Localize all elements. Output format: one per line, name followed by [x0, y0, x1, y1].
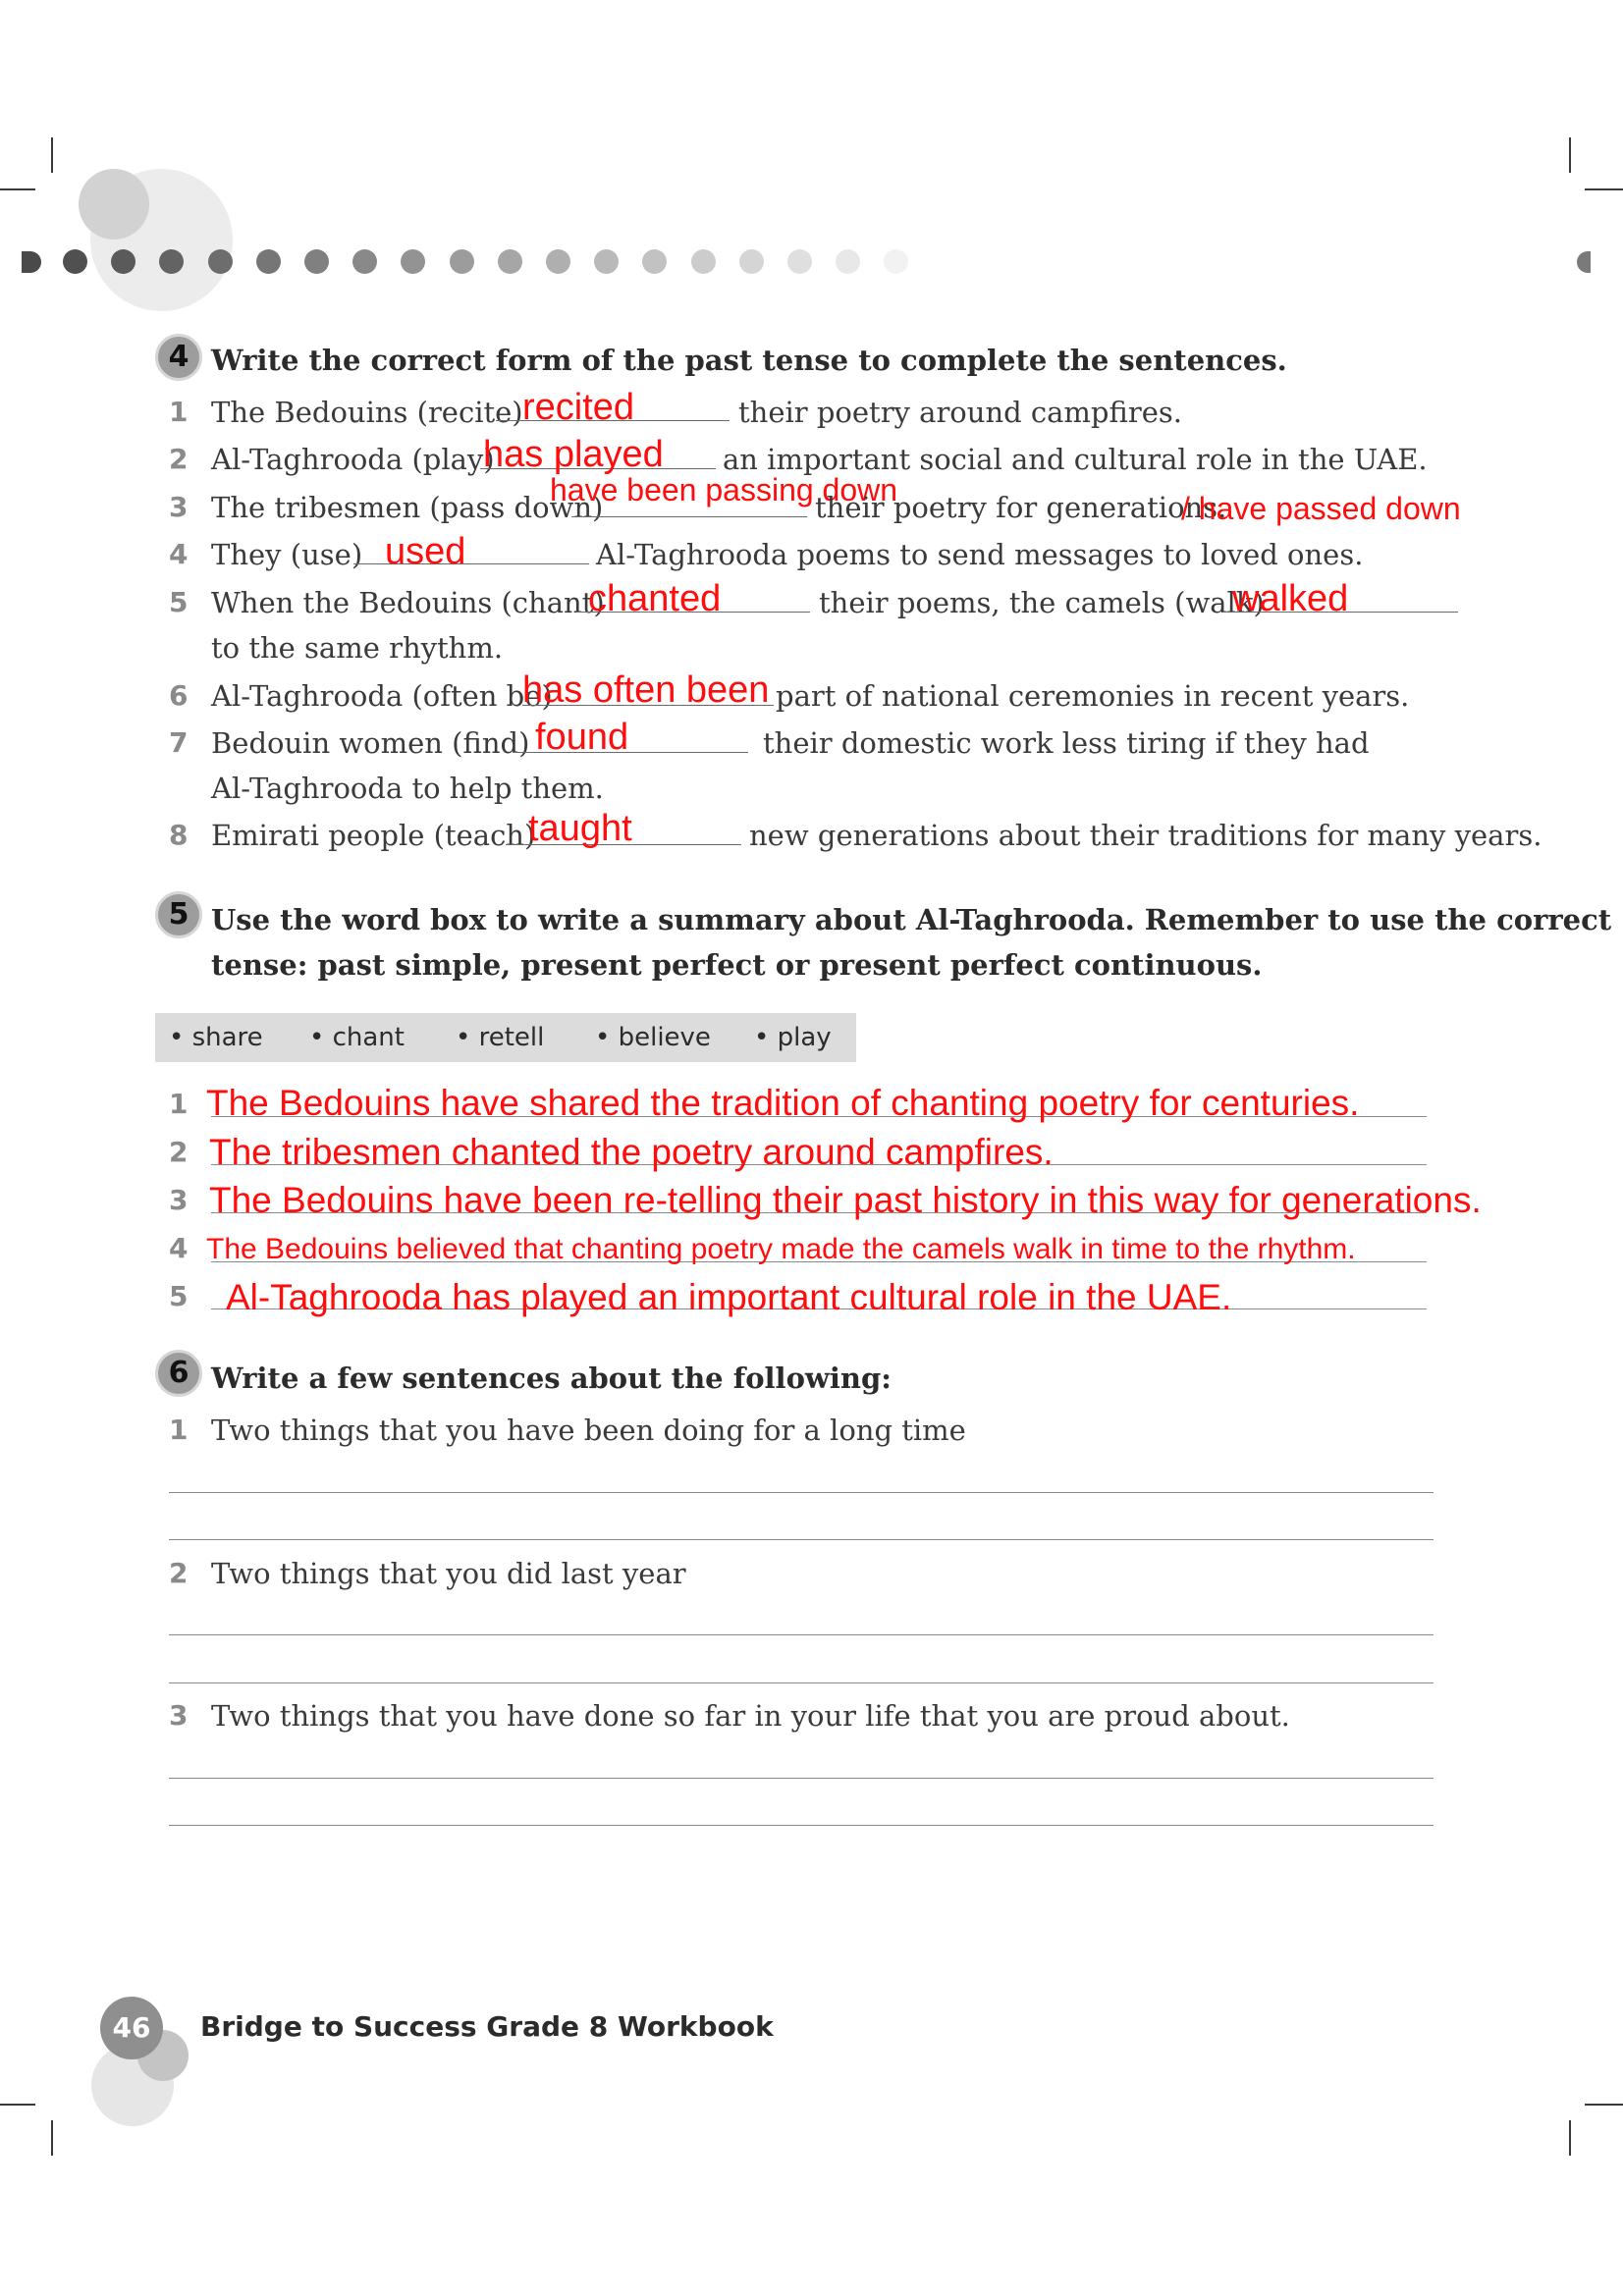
crop-mark [0, 188, 35, 190]
decorative-dot [884, 249, 908, 274]
exercise-number-badge: 5 [155, 891, 202, 938]
decorative-dot [691, 249, 716, 274]
crop-mark [1585, 188, 1623, 190]
sentence-text: The tribesmen (pass down) [211, 491, 604, 524]
crop-mark [1569, 137, 1571, 173]
crop-mark [1569, 2120, 1571, 2156]
decorative-dot [63, 249, 87, 274]
item-number: 3 [169, 491, 189, 523]
decorative-half-dot [1577, 251, 1591, 273]
sentence-text: an important social and cultural role in the UAE. [723, 443, 1428, 476]
word-box-item: • play [754, 1023, 832, 1052]
exercise-number-badge: 4 [155, 334, 202, 381]
writing-prompt: Two things that you did last year [211, 1557, 686, 1590]
word-box-item: • retell [456, 1023, 545, 1052]
item-number: 8 [169, 819, 189, 851]
decorative-dot [450, 249, 474, 274]
handwritten-summary-sentence: The Bedouins believed that chanting poetry made the camels walk in time to the rhythm. [206, 1233, 1356, 1265]
sentence-text: new generations about their traditions for many years. [749, 819, 1542, 852]
decorative-dot [836, 249, 860, 274]
exercise-number-badge: 6 [155, 1350, 202, 1397]
writing-prompt: Two things that you have been doing for a long time [211, 1414, 966, 1447]
sentence-text: Al-Taghrooda poems to send messages to loved ones. [596, 538, 1364, 571]
crop-mark [51, 2120, 53, 2156]
exercise-instruction: tense: past simple, present perfect or present perfect continuous. [211, 948, 1263, 982]
writing-line[interactable] [169, 1825, 1434, 1826]
item-number: 1 [169, 396, 189, 428]
handwritten-answer: has often been [522, 669, 770, 711]
handwritten-summary-sentence: The Bedouins have been re-telling their past history in this way for generations. [209, 1180, 1482, 1220]
decorative-dot [304, 249, 329, 274]
decorative-dot [208, 249, 233, 274]
word-box-item: • chant [309, 1023, 405, 1052]
writing-line[interactable] [169, 1492, 1434, 1493]
book-title: Bridge to Success Grade 8 Workbook [200, 2010, 774, 2043]
handwritten-answer-alternative: / have passed down [1181, 491, 1461, 526]
decorative-dot [401, 249, 425, 274]
item-number: 7 [169, 726, 189, 759]
item-number: 3 [169, 1699, 189, 1732]
crop-mark [51, 137, 53, 173]
item-number: 2 [169, 443, 189, 475]
handwritten-summary-sentence: The Bedouins have shared the tradition of chanting poetry for centuries. [206, 1083, 1360, 1123]
handwritten-answer: taught [528, 808, 632, 849]
sentence-text: Emirati people (teach) [211, 819, 536, 852]
crop-mark [1585, 2104, 1623, 2106]
decorative-dot [594, 249, 619, 274]
decorative-dot [739, 249, 764, 274]
sentence-text: their poetry around campfires. [738, 396, 1182, 429]
item-number: 4 [169, 1232, 189, 1264]
sentence-text: Al-Taghrooda (often be) [211, 679, 553, 713]
decorative-dot [256, 249, 281, 274]
handwritten-answer: recited [522, 387, 635, 428]
sentence-text: their poetry for generations. [815, 491, 1227, 524]
item-number: 2 [169, 1136, 189, 1168]
handwritten-answer: used [385, 531, 466, 572]
handwritten-summary-sentence: The tribesmen chanted the poetry around campfires. [209, 1132, 1054, 1172]
handwritten-summary-sentence: Al-Taghrooda has played an important cultural role in the UAE. [226, 1277, 1232, 1317]
writing-prompt: Two things that you have done so far in your life that you are proud about. [211, 1699, 1290, 1733]
handwritten-answer: has played [483, 434, 664, 475]
writing-line[interactable] [169, 1778, 1434, 1779]
item-number: 1 [169, 1414, 189, 1446]
page-number: 46 [112, 2011, 151, 2044]
item-number: 1 [169, 1088, 189, 1120]
decorative-half-dot [22, 251, 41, 273]
sentence-text: When the Bedouins (chant) [211, 586, 605, 619]
writing-line[interactable] [169, 1634, 1434, 1635]
handwritten-answer: found [535, 717, 629, 758]
sentence-text: Al-Taghrooda to help them. [211, 772, 604, 805]
decorative-dot [546, 249, 570, 274]
sentence-text: Bedouin women (find) [211, 726, 530, 760]
writing-line[interactable] [169, 1539, 1434, 1540]
sentence-text: to the same rhythm. [211, 631, 504, 665]
item-number: 6 [169, 679, 189, 712]
sentence-text: their poems, the camels (walk) [819, 586, 1265, 619]
decorative-circle [79, 169, 149, 240]
sentence-text: They (use) [211, 538, 363, 571]
crop-mark [0, 2104, 35, 2106]
item-number: 5 [169, 1280, 189, 1312]
exercise-instruction: Write a few sentences about the following: [211, 1362, 892, 1395]
word-box-item: • share [169, 1023, 263, 1052]
sentence-text: The Bedouins (recite) [211, 396, 523, 429]
item-number: 5 [169, 586, 189, 618]
exercise-instruction: Write the correct form of the past tense to complete the sentences. [211, 344, 1287, 377]
item-number: 2 [169, 1557, 189, 1589]
handwritten-answer: have been passing down [550, 472, 898, 507]
writing-line[interactable] [169, 1682, 1434, 1683]
handwritten-answer: chanted [588, 578, 722, 619]
decorative-dot [498, 249, 522, 274]
item-number: 4 [169, 538, 189, 570]
word-box-item: • believe [595, 1023, 711, 1052]
sentence-text: Al-Taghrooda (play) [211, 443, 495, 476]
exercise-instruction: Use the word box to write a summary about Al-Taghrooda. Remember to use the correct [211, 903, 1612, 936]
decorative-dot [787, 249, 812, 274]
decorative-dot [352, 249, 377, 274]
item-number: 3 [169, 1184, 189, 1216]
answer-blank[interactable] [571, 516, 807, 517]
sentence-text: their domestic work less tiring if they had [763, 726, 1370, 760]
sentence-text: part of national ceremonies in recent years. [776, 679, 1410, 713]
decorative-dot [642, 249, 667, 274]
handwritten-answer: walked [1232, 578, 1349, 619]
